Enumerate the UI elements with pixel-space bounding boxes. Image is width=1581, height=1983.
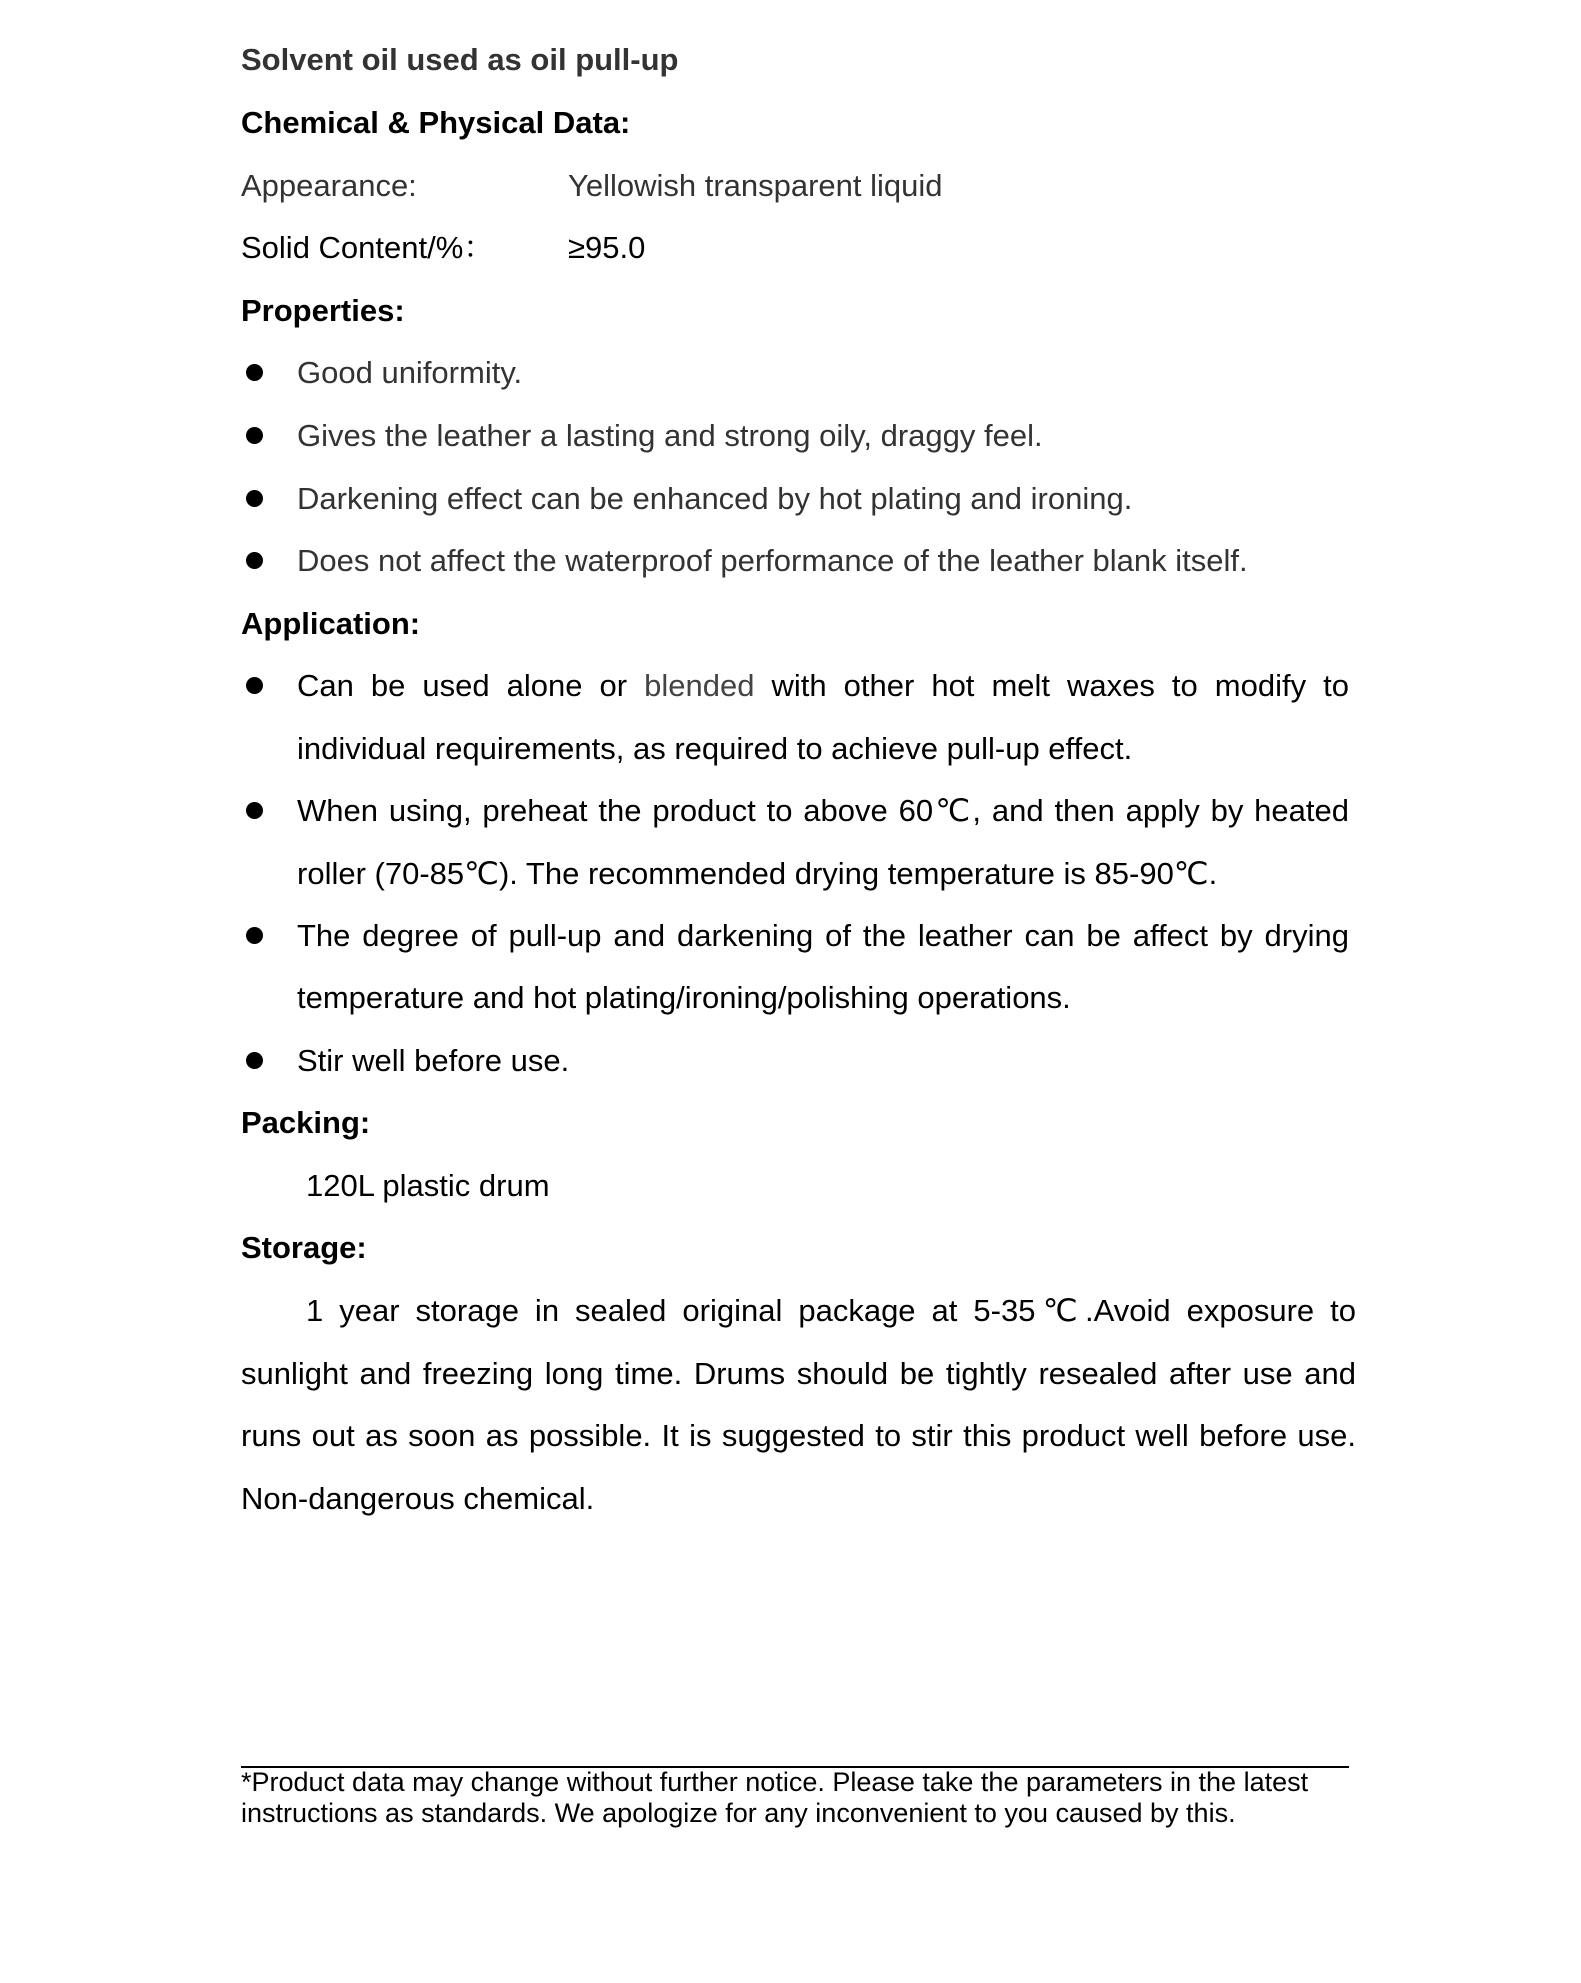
bullet-icon bbox=[246, 364, 263, 381]
footnote-line: *Product data may change without further notice. Please take the parameters in the latest bbox=[241, 1767, 1309, 1797]
chemical-physical-heading: Chemical & Physical Data: bbox=[241, 105, 631, 140]
bullet-icon bbox=[246, 427, 263, 444]
application-text-blended: blended bbox=[644, 668, 755, 703]
appearance-label: Appearance: bbox=[241, 168, 417, 203]
application-item-line: Stir well before use. bbox=[297, 1043, 570, 1078]
application-item-line: The degree of pull-up and darkening of the leather can be affect by drying bbox=[297, 918, 1349, 953]
storage-line: Non-dangerous chemical. bbox=[241, 1481, 595, 1516]
property-item: Good uniformity. bbox=[297, 355, 523, 390]
bullet-icon bbox=[246, 490, 263, 507]
application-item-line: When using, preheat the product to above 60℃, and then apply by heated bbox=[297, 793, 1349, 828]
application-item-line: roller (70-85℃). The recommended drying temperature is 85-90℃. bbox=[297, 856, 1218, 891]
storage-line: 1 year storage in sealed original package at 5-35℃.Avoid exposure to bbox=[306, 1293, 1356, 1328]
storage-line: sunlight and freezing long time. Drums should be tightly resealed after use and bbox=[241, 1356, 1356, 1391]
properties-heading: Properties: bbox=[241, 293, 405, 328]
application-item-line bbox=[297, 666, 1349, 706]
appearance-value: Yellowish transparent liquid bbox=[568, 168, 943, 203]
property-item: Does not affect the waterproof performance of the leather blank itself. bbox=[297, 543, 1248, 578]
packing-text: 120L plastic drum bbox=[306, 1168, 550, 1203]
solid-content-label: Solid Content/%： bbox=[241, 230, 495, 265]
bullet-icon bbox=[246, 927, 263, 944]
application-text: with other hot melt waxes to modify to bbox=[754, 668, 1349, 703]
packing-heading: Packing: bbox=[241, 1105, 371, 1140]
bullet-icon bbox=[246, 802, 263, 819]
bullet-icon bbox=[246, 677, 263, 694]
application-heading: Application: bbox=[241, 606, 421, 641]
solid-content-value: ≥95.0 bbox=[568, 230, 646, 265]
property-item: Gives the leather a lasting and strong oily, draggy feel. bbox=[297, 418, 1043, 453]
application-item-line: individual requirements, as required to achieve pull-up effect. bbox=[297, 731, 1133, 766]
property-item: Darkening effect can be enhanced by hot plating and ironing. bbox=[297, 481, 1133, 516]
bullet-icon bbox=[246, 552, 263, 569]
document-title: Solvent oil used as oil pull-up bbox=[241, 42, 679, 77]
storage-heading: Storage: bbox=[241, 1230, 367, 1265]
application-text: Can be used alone or bbox=[297, 668, 645, 703]
bullet-icon bbox=[246, 1052, 263, 1069]
application-item-line: temperature and hot plating/ironing/polishing operations. bbox=[297, 980, 1071, 1015]
footnote-line: instructions as standards. We apologize for any inconvenient to you caused by this. bbox=[241, 1798, 1236, 1828]
storage-line: runs out as soon as possible. It is suggested to stir this product well before use. bbox=[241, 1418, 1356, 1453]
